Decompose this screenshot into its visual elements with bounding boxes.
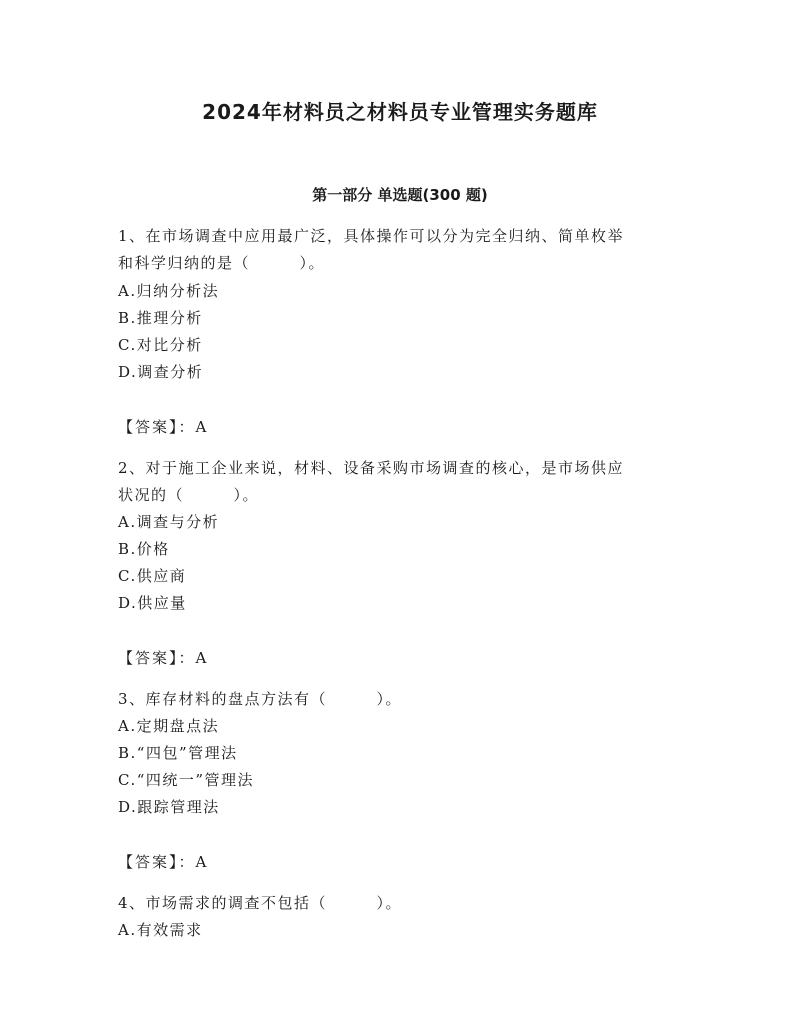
question-1-option-a: A.归纳分析法	[118, 282, 220, 300]
question-2-option-a: A.调查与分析	[118, 513, 220, 531]
question-2-stem-line-1: 2、对于施工企业来说，材料、设备采购市场调查的核心，是市场供应	[118, 459, 625, 477]
question-3-option-d: D.跟踪管理法	[118, 798, 220, 816]
question-2-answer: 【答案】：A	[118, 649, 209, 667]
question-1-option-c: C.对比分析	[118, 336, 203, 354]
question-1-stem-line-2: 和科学归纳的是（ ）。	[118, 254, 326, 272]
question-1-option-b: B.推理分析	[118, 309, 203, 327]
question-2-stem-line-2: 状况的（ ）。	[118, 486, 260, 504]
question-4-option-a: A.有效需求	[118, 921, 203, 939]
question-1-answer: 【答案】：A	[118, 418, 209, 436]
question-2-option-b: B.价格	[118, 540, 170, 558]
question-3-stem-line-1: 3、库存材料的盘点方法有（ ）。	[118, 690, 403, 708]
question-2-option-d: D.供应量	[118, 594, 187, 612]
section-heading: 第一部分 单选题(300 题)	[312, 186, 488, 204]
question-4-stem-line-1: 4、市场需求的调查不包括（ ）。	[118, 894, 403, 912]
question-1-stem-line-1: 1、在市场调查中应用最广泛，具体操作可以分为完全归纳、简单枚举	[118, 227, 625, 245]
question-3-answer: 【答案】：A	[118, 853, 209, 871]
question-3-option-c: C.“四统一”管理法	[118, 771, 255, 789]
question-1-option-d: D.调查分析	[118, 363, 204, 381]
question-3-option-b: B.“四包”管理法	[118, 744, 238, 762]
document-title: 2024年材料员之材料员专业管理实务题库	[202, 100, 598, 124]
question-3-option-a: A.定期盘点法	[118, 717, 220, 735]
question-2-option-c: C.供应商	[118, 567, 187, 585]
